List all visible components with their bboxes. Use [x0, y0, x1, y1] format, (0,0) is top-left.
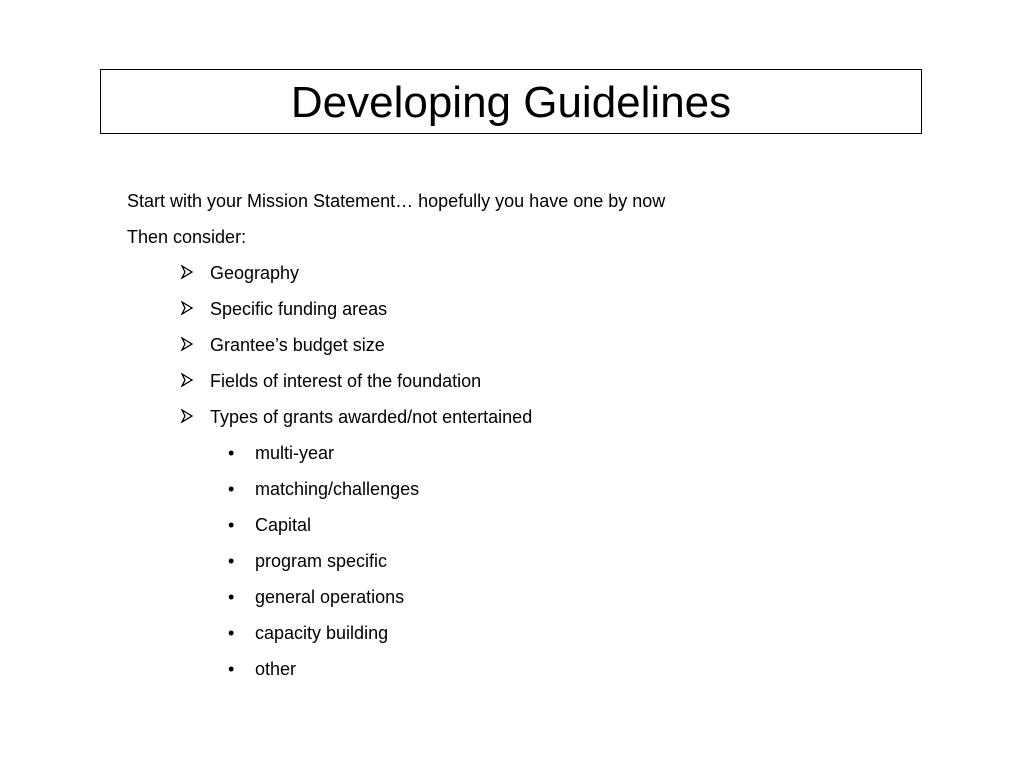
intro-line: Start with your Mission Statement… hopefully you have one by now [127, 191, 666, 211]
grant-type-item: general operations [255, 587, 405, 607]
bullet-dot-icon: • [228, 443, 235, 463]
consideration-item: Grantee’s budget size [210, 335, 385, 355]
consideration-item: Geography [210, 263, 300, 283]
slide-title: Developing Guidelines [290, 77, 732, 127]
bullet-dot-icon: • [228, 479, 235, 499]
grant-type-item: multi-year [255, 443, 335, 463]
arrow-bullet-icon [180, 301, 194, 315]
arrow-bullet-icon [180, 409, 194, 423]
title-box [100, 69, 922, 134]
arrow-bullet-icon [180, 265, 194, 279]
bullet-dot-icon: • [228, 587, 235, 607]
bullet-dot-icon: • [228, 623, 235, 643]
bullet-dot-icon: • [228, 659, 235, 679]
consideration-item: Types of grants awarded/not entertained [210, 407, 533, 427]
grant-type-item: matching/challenges [255, 479, 420, 499]
bullet-dot-icon: • [228, 551, 235, 571]
consideration-item: Fields of interest of the foundation [210, 371, 482, 391]
bullet-dot-icon: • [228, 515, 235, 535]
arrow-bullet-icon [180, 373, 194, 387]
arrow-bullet-icon [180, 337, 194, 351]
grant-type-item: Capital [255, 515, 312, 535]
grant-type-item: program specific [255, 551, 388, 571]
grant-type-item: other [255, 659, 297, 679]
intro-line: Then consider: [127, 227, 247, 247]
grant-type-item: capacity building [255, 623, 389, 643]
consideration-item: Specific funding areas [210, 299, 388, 319]
